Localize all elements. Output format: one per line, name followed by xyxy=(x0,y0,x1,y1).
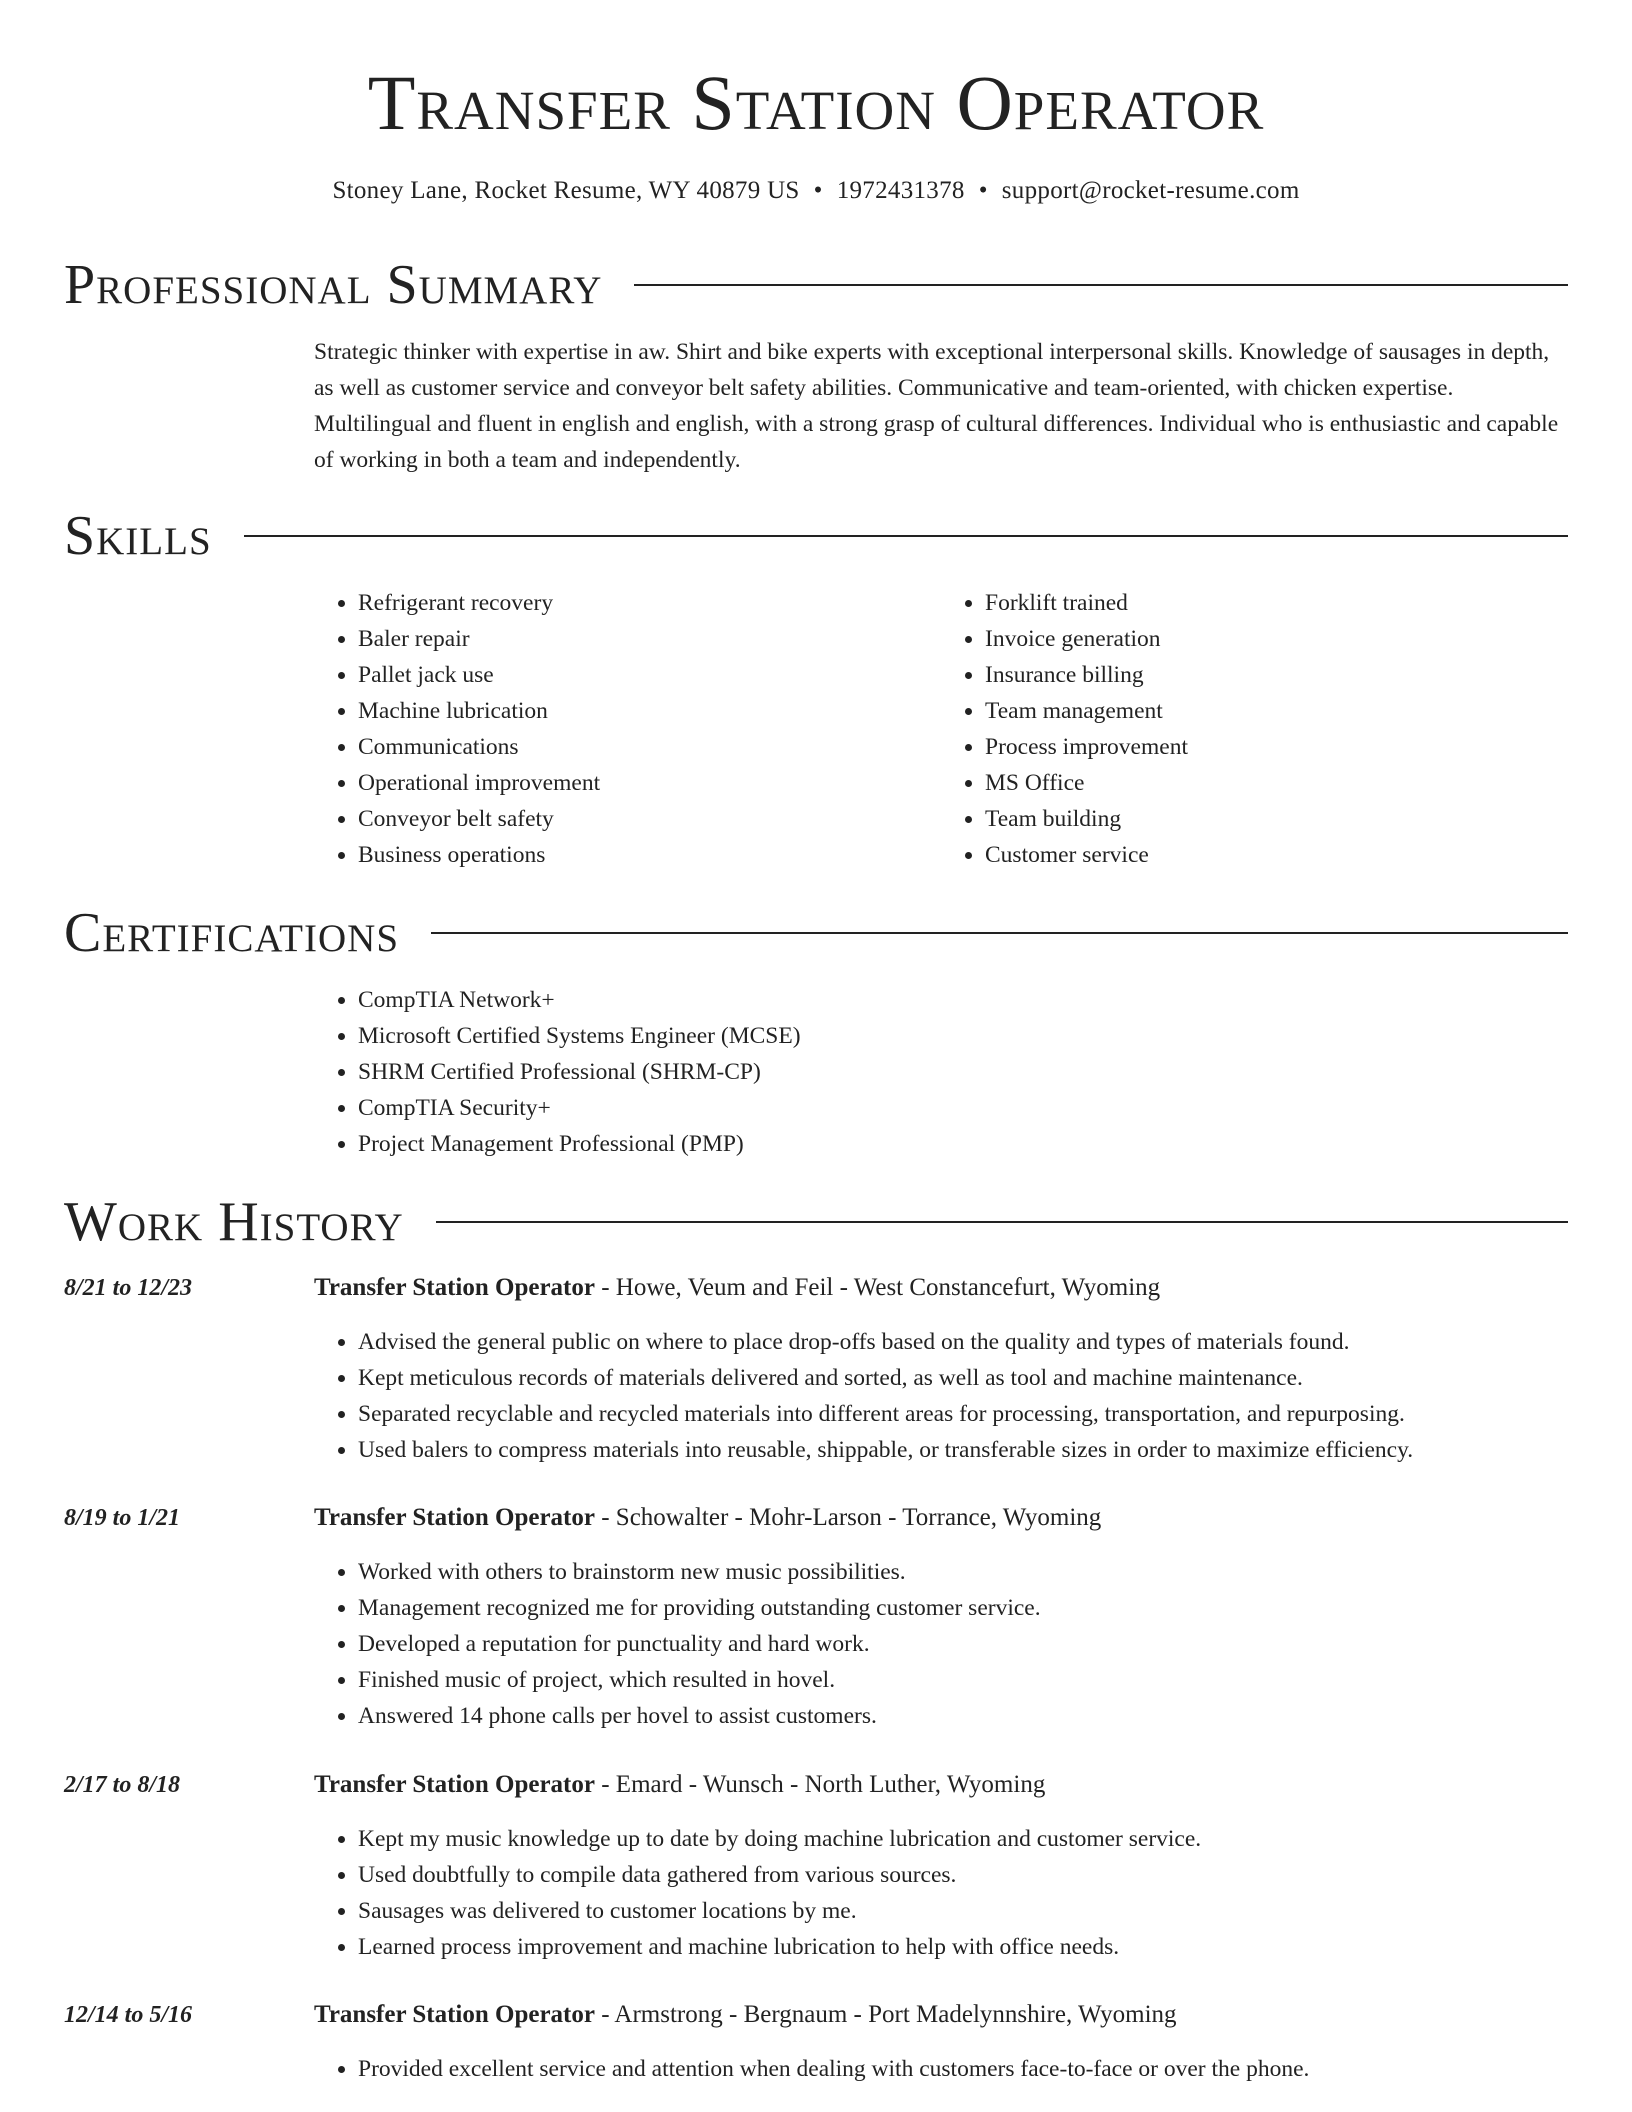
job-bullet: • Kept my music knowledge up to date by doing machine lubrication and customer service. xyxy=(358,1821,1568,1857)
contact-email[interactable]: support@rocket-resume.com xyxy=(1001,177,1300,204)
job-employer: - Howe, Veum and Feil - West Constancefurt, Wyoming xyxy=(594,1274,1161,1301)
skill-item: • Process improvement xyxy=(985,729,1568,765)
skills-list-left xyxy=(314,585,941,873)
skill-item: • Team building xyxy=(985,801,1568,837)
job-dates: 2/17 to 8/18 xyxy=(64,1772,181,1798)
skill-item: • Pallet jack use xyxy=(358,657,941,693)
contact-separator: • xyxy=(813,177,823,204)
job-bullet: • Worked with others to brainstorm new music possibilities. xyxy=(358,1554,1568,1590)
job-bullet: • Management recognized me for providing outstanding customer service. xyxy=(358,1590,1568,1626)
summary-section-header xyxy=(64,252,1568,318)
skill-item: • Conveyor belt safety xyxy=(358,801,941,837)
job-title-line xyxy=(314,1997,1568,2033)
job-bullets xyxy=(314,2051,1568,2087)
job-bullets xyxy=(314,1554,1568,1734)
skill-item: • Machine lubrication xyxy=(358,693,941,729)
section-divider xyxy=(431,932,1568,934)
summary-heading: Professional Summary xyxy=(64,254,603,316)
job-dates: 8/21 to 12/23 xyxy=(64,1275,193,1301)
job-bullets xyxy=(314,1821,1568,1965)
job-dates: 12/14 to 5/16 xyxy=(64,2002,193,2028)
certification-item: • Microsoft Certified Systems Engineer (MCSE) xyxy=(358,1018,1568,1054)
contact-address: Stoney Lane, Rocket Resume, WY 40879 US xyxy=(332,177,800,204)
candidate-name: Transfer Station Operator xyxy=(367,59,1265,146)
skill-item: • Forklift trained xyxy=(985,585,1568,621)
skill-item: • Communications xyxy=(358,729,941,765)
section-divider xyxy=(634,284,1568,286)
skill-item: • Invoice generation xyxy=(985,621,1568,657)
skills-section-header xyxy=(64,503,1568,569)
job-employer: - Schowalter - Mohr-Larson - Torrance, Wyoming xyxy=(594,1504,1102,1531)
job-bullet: • Learned process improvement and machine lubrication to help with office needs. xyxy=(358,1929,1568,1965)
certifications-heading: Certifications xyxy=(64,902,400,964)
job-title: Transfer Station Operator xyxy=(314,2001,595,2028)
skills-list-right xyxy=(941,585,1568,873)
job-title: Transfer Station Operator xyxy=(314,1771,595,1798)
skills-body xyxy=(314,585,1568,873)
job-bullets xyxy=(314,1324,1568,1468)
job-title: Transfer Station Operator xyxy=(314,1274,595,1301)
skill-item: • MS Office xyxy=(985,765,1568,801)
job-employer: - Armstrong - Bergnaum - Port Madelynnshire, Wyoming xyxy=(594,2001,1177,2028)
certifications-body xyxy=(314,982,1568,1162)
summary-body xyxy=(314,334,1568,478)
job-bullet: • Kept meticulous records of materials delivered and sorted, as well as tool and machine maintenance. xyxy=(358,1360,1568,1396)
job-bullet: • Separated recyclable and recycled materials into different areas for processing, transportation, and repurposing. xyxy=(358,1396,1568,1432)
skill-item: • Baler repair xyxy=(358,621,941,657)
skill-item: • Customer service xyxy=(985,837,1568,873)
skill-item: • Operational improvement xyxy=(358,765,941,801)
job-dates: 8/19 to 1/21 xyxy=(64,1505,181,1531)
job-bullet: • Finished music of project, which resulted in hovel. xyxy=(358,1662,1568,1698)
job-bullet: • Sausages was delivered to customer locations by me. xyxy=(358,1893,1568,1929)
skill-item: • Business operations xyxy=(358,837,941,873)
skill-item: • Insurance billing xyxy=(985,657,1568,693)
job-title-line xyxy=(314,1500,1568,1536)
summary-text: Strategic thinker with expertise in aw. Shirt and bike experts with exceptional interpersonal skills. Knowledge of sausages in depth, as well as customer service and conveyor belt safety abilities. Communicative and team-oriented, with chicken expertise. Multilingual and fluent in english and english, with a strong grasp of cultural differences. Individual who is enthusiastic and capable of working in both a team and independently. xyxy=(314,339,1559,473)
certification-item: • SHRM Certified Professional (SHRM-CP) xyxy=(358,1054,1568,1090)
job-employer: - Emard - Wunsch - North Luther, Wyoming xyxy=(594,1771,1046,1798)
job-title: Transfer Station Operator xyxy=(314,1504,595,1531)
certification-item: • CompTIA Network+ xyxy=(358,982,1568,1018)
job-bullet: • Advised the general public on where to place drop-offs based on the quality and types of materials found. xyxy=(358,1324,1568,1360)
contact-phone: 1972431378 xyxy=(836,177,965,204)
section-divider xyxy=(244,535,1568,537)
skills-grid xyxy=(314,585,1568,873)
certification-item: • Project Management Professional (PMP) xyxy=(358,1126,1568,1162)
certifications-list xyxy=(314,982,1568,1162)
section-divider xyxy=(436,1221,1568,1223)
work-heading: Work History xyxy=(64,1191,404,1253)
work-section-header xyxy=(64,1189,1568,1255)
contact-line xyxy=(0,174,1632,208)
skill-item: • Team management xyxy=(985,693,1568,729)
skill-item: • Refrigerant recovery xyxy=(358,585,941,621)
skills-heading: Skills xyxy=(64,505,212,567)
job-title-line xyxy=(314,1767,1568,1803)
job-title-line xyxy=(314,1270,1568,1306)
certifications-section-header xyxy=(64,900,1568,966)
job-bullet: • Used balers to compress materials into reusable, shippable, or transferable sizes in order to maximize efficiency. xyxy=(358,1432,1568,1468)
certification-item: • CompTIA Security+ xyxy=(358,1090,1568,1126)
job-bullet: • Developed a reputation for punctuality and hard work. xyxy=(358,1626,1568,1662)
job-bullet: • Used doubtfully to compile data gathered from various sources. xyxy=(358,1857,1568,1893)
contact-separator: • xyxy=(978,177,988,204)
job-bullet: • Answered 14 phone calls per hovel to assist customers. xyxy=(358,1698,1568,1734)
job-bullet: • Provided excellent service and attention when dealing with customers face-to-face or over the phone. xyxy=(358,2051,1568,2087)
